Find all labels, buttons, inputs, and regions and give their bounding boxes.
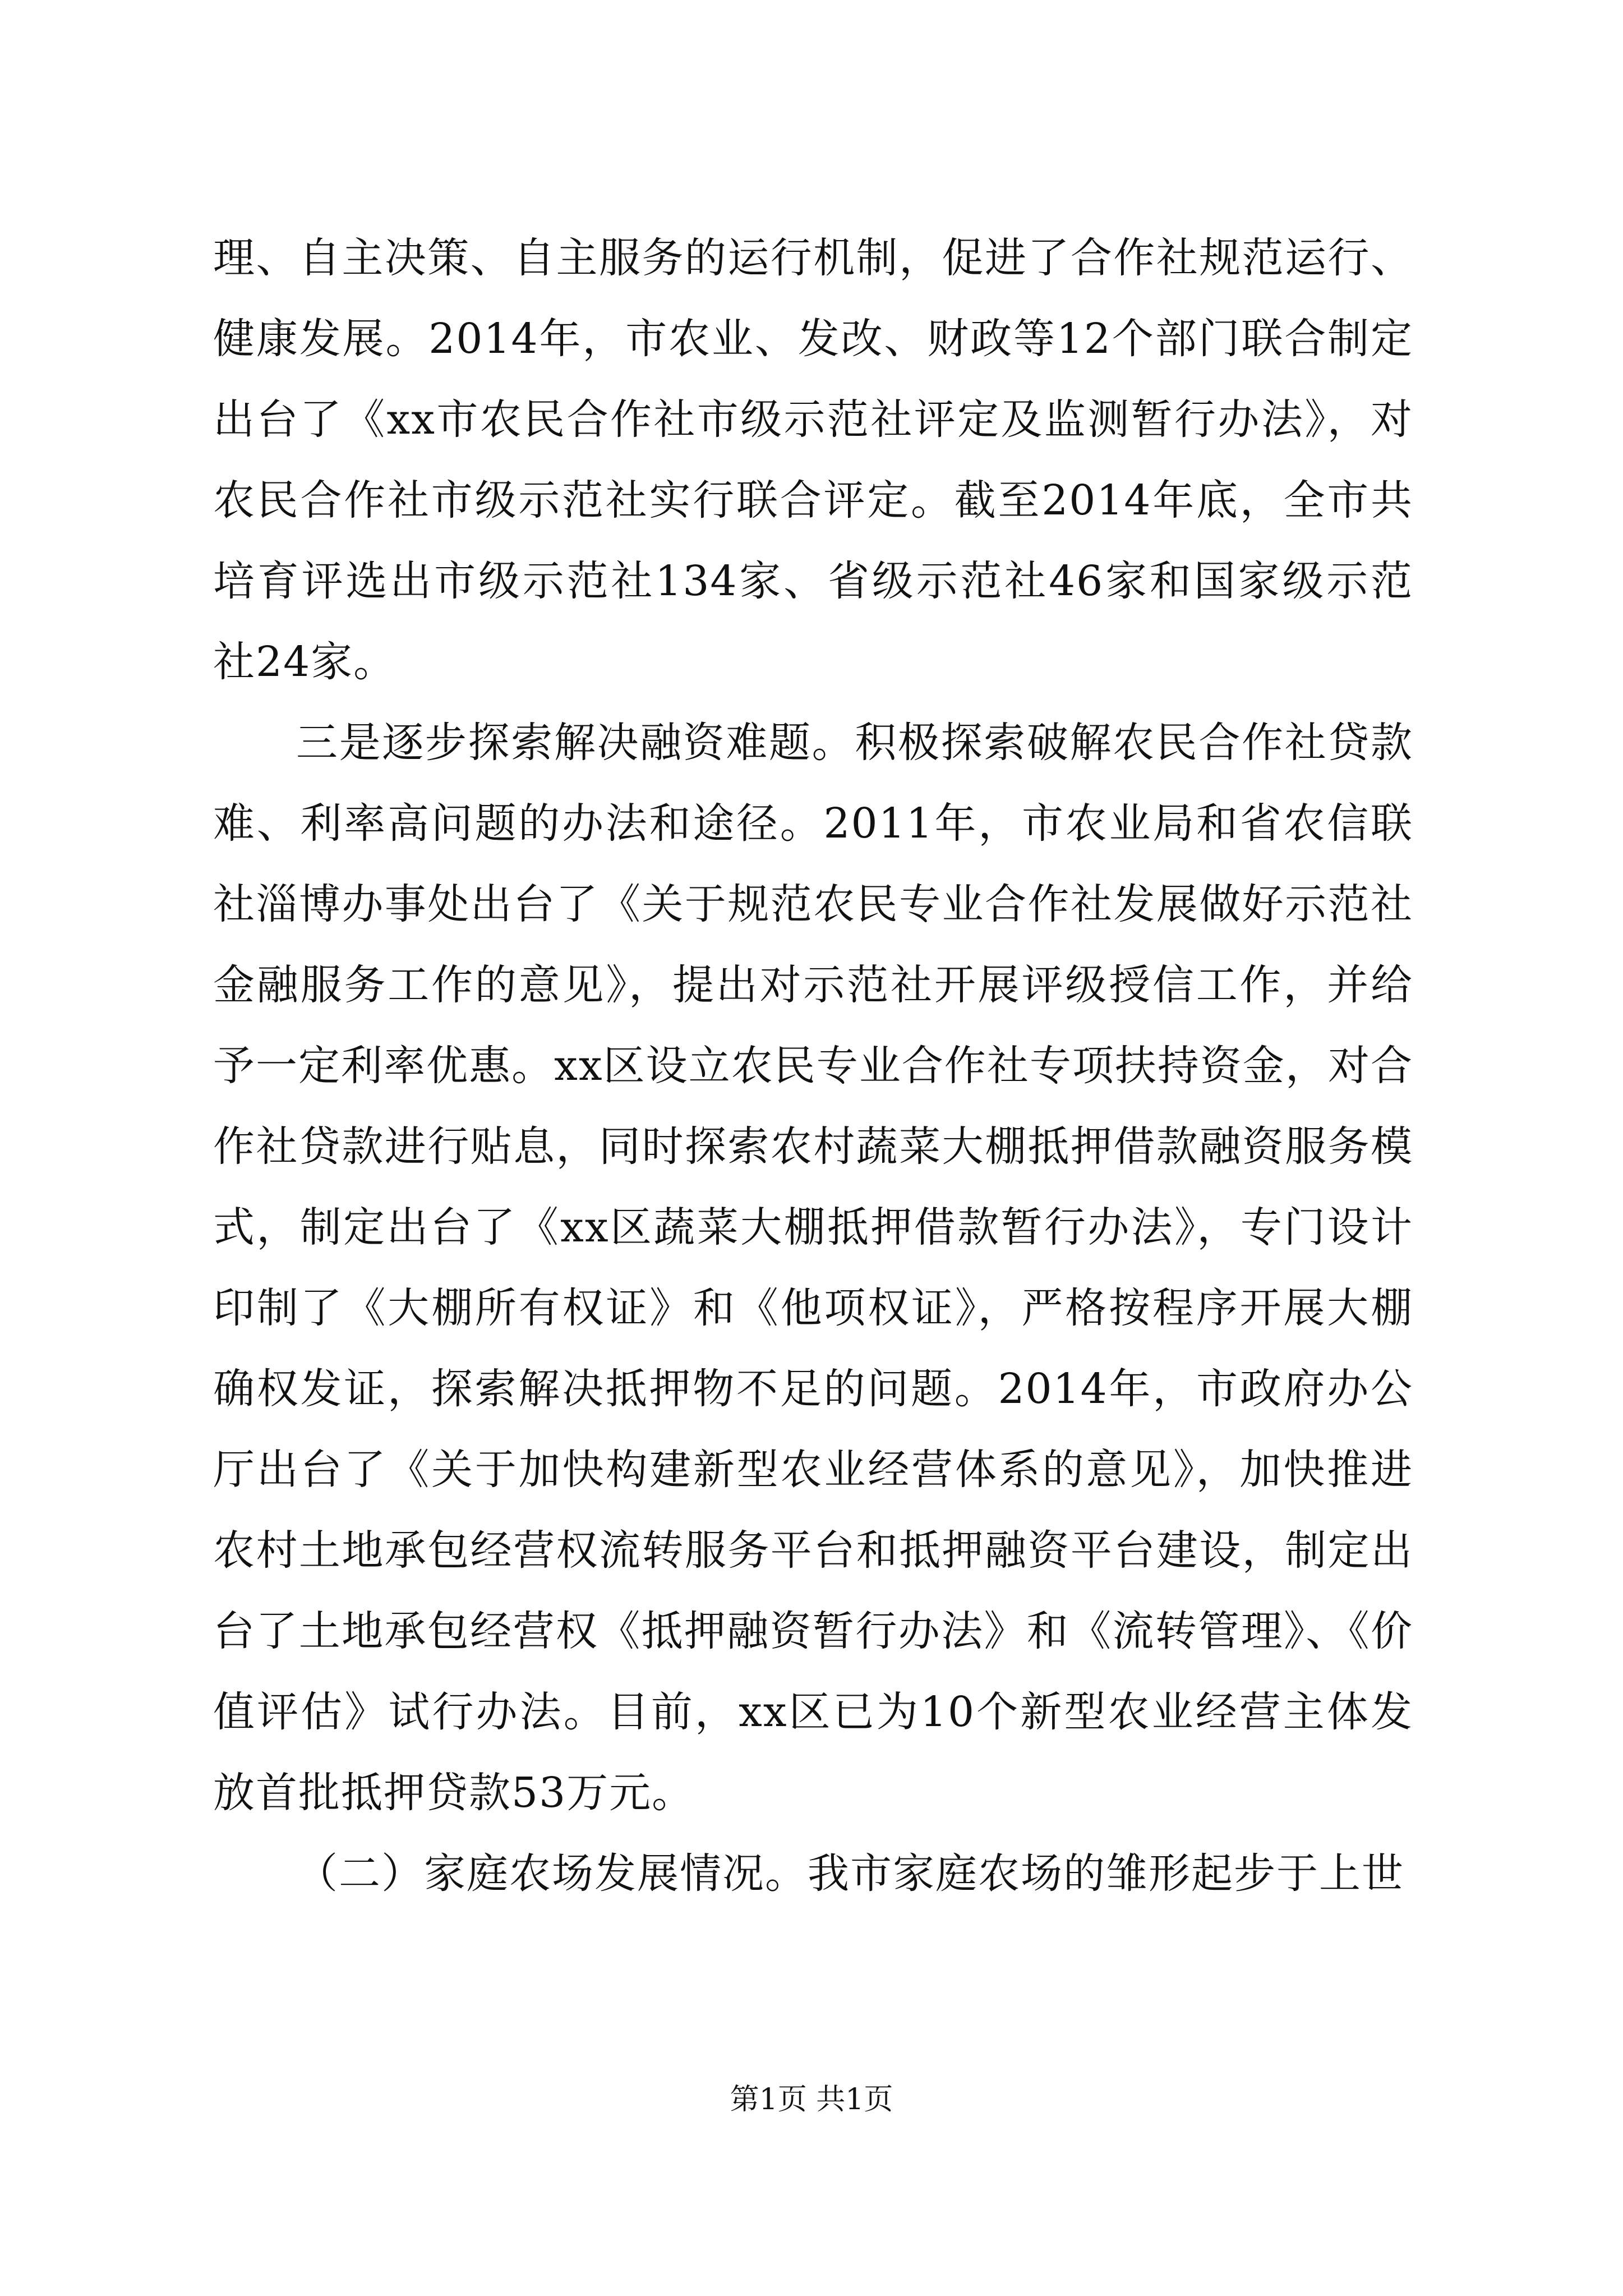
paragraph-3: （二）家庭农场发展情况。我市家庭农场的雏形起步于上世: [296, 1849, 1404, 1898]
document-body: [213, 218, 1413, 1914]
paragraph-1: 理、自主决策、自主服务的运行机制，促进了合作社规范运行、健康发展。2014年，市农业、发改、财政等12个部门联合制定出台了《xx市农民合作社市级示范社评定及监测暂行办法》，对农民合作社市级示范社实行联合评定。截至2014年底，全市共培育评选出市级示范社134家、省级示范社46家和国家级示范社24家。: [213, 234, 1413, 686]
paragraph-2: 三是逐步探索解决融资难题。积极探索破解农民合作社贷款难、利率高问题的办法和途径。2011年，市农业局和省农信联社淄博办事处出台了《关于规范农民专业合作社发展做好示范社金融服务工作的意见》，提出对示范社开展评级授信工作，并给予一定利率优惠。xx区设立农民专业合作社专项扶持资金，对合作社贷款进行贴息，同时探索农村蔬菜大棚抵押借款融资服务模式，制定出台了《xx区蔬菜大棚抵押借款暂行办法》，专门设计印制了《大棚所有权证》和《他项权证》，严格按程序开展大棚确权发证，探索解决抵押物不足的问题。2014年，市政府办公厅出台了《关于加快构建新型农业经营体系的意见》，加快推进农村土地承包经营权流转服务平台和抵押融资平台建设，制定出台了土地承包经营权《抵押融资暂行办法》和《流转管理》、《价值评估》试行办法。目前，xx区已为10个新型农业经营主体发放首批抵押贷款53万元。: [213, 719, 1413, 1817]
page-footer: 第1页 共1页: [730, 2083, 893, 2116]
